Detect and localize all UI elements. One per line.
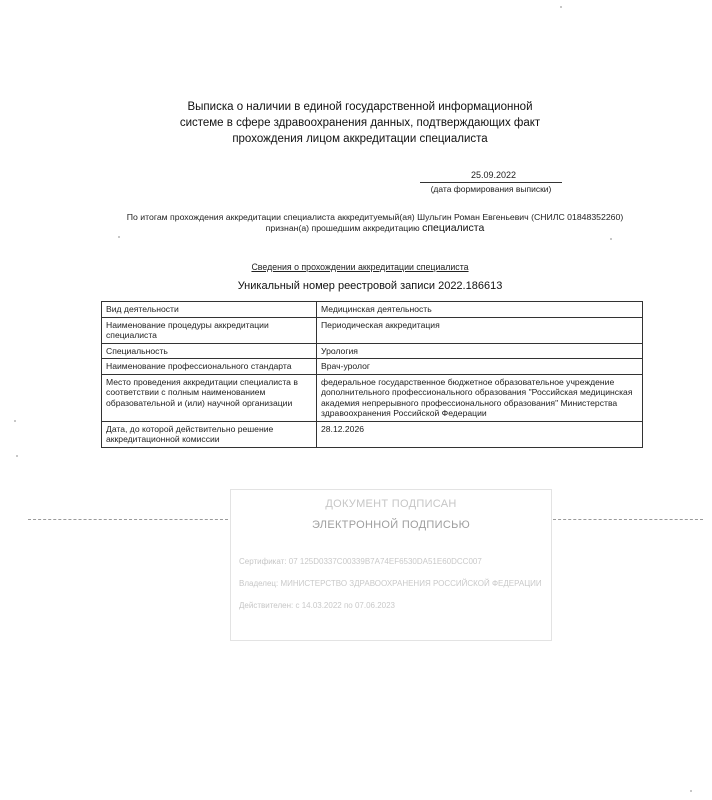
accreditation-statement [105,212,645,234]
row-label: Дата, до которой действительно решение аккредитационной комиссии [102,421,317,447]
stamp-owner [239,579,543,589]
row-label: Вид деятельности [102,302,317,318]
validity-label: Действителен: [239,601,294,610]
certificate-value: 07 125D0337C00339B7A74EF6530DA51E60DCC007 [288,557,482,566]
row-label: Место проведения аккредитации специалиста в соответствии с полным наименованием образовательной и (или) научной организации [102,374,317,421]
row-value: федеральное государственное бюджетное образовательное учреждение дополнительного профессионального образования "Российская медицинская академия непрерывного профессионального образования" Министерства здравоохранения Российской Федерации [317,374,643,421]
scan-speck [14,420,16,422]
stamp-heading-1: ДОКУМЕНТ ПОДПИСАН [325,498,457,510]
row-value: 28.12.2026 [317,421,643,447]
certificate-label: Сертификат: [239,557,287,566]
scan-speck [16,455,18,457]
table-row [102,317,643,343]
scan-speck [560,6,562,8]
row-label: Специальность [102,343,317,359]
section-title: Сведения о прохождении аккредитации специалиста [251,262,469,272]
title-line-1: Выписка о наличии в единой государственной информационной [187,101,533,113]
statement-line-2-prefix: признан(а) прошедшим аккредитацию [265,223,420,233]
table-row [102,343,643,359]
row-value: Врач-уролог [317,359,643,375]
statement-line-2-emphasis: специалиста [422,222,485,234]
statement-line-2 [105,223,645,234]
row-label: Наименование процедуры аккредитации специалиста [102,317,317,343]
accreditation-info-table [101,301,643,448]
table-row [102,359,643,375]
table-row [102,302,643,318]
electronic-signature-stamp [230,489,552,641]
title-line-3: прохождения лицом аккредитации специалиста [232,133,488,145]
scan-speck [118,236,120,238]
owner-value: МИНИСТЕРСТВО ЗДРАВООХРАНЕНИЯ РОССИЙСКОЙ ФЕДЕРАЦИИ [280,579,542,588]
document-title [150,99,570,147]
issue-date: 25.09.2022 [470,170,516,180]
statement-line-1: По итогам прохождения аккредитации специалиста аккредитуемый(ая) Шульгин Роман Евгеньевич (СНИЛС 01848352260) [126,212,624,222]
issue-date-block [420,169,562,195]
stamp-validity [239,601,543,611]
stamp-heading-2: ЭЛЕКТРОННОЙ ПОДПИСЬЮ [311,519,471,531]
registry-number: Уникальный номер реестровой записи 2022.186613 [237,280,503,292]
issue-date-caption: (дата формирования выписки) [430,184,552,194]
stamp-certificate [239,557,543,567]
owner-label: Владелец: [239,579,279,588]
row-value: Медицинская деятельность [317,302,643,318]
scan-artifact-line-left [28,519,228,520]
scan-speck [690,790,692,792]
validity-value: с 14.03.2022 по 07.06.2023 [295,601,395,610]
row-value: Периодическая аккредитация [317,317,643,343]
scan-speck [610,238,612,240]
table-row [102,374,643,421]
scan-artifact-line-right [553,519,703,520]
row-label: Наименование профессионального стандарта [102,359,317,375]
table-row [102,421,643,447]
row-value: Урология [317,343,643,359]
title-line-2: системе в сфере здравоохранения данных, подтверждающих факт [179,117,541,129]
